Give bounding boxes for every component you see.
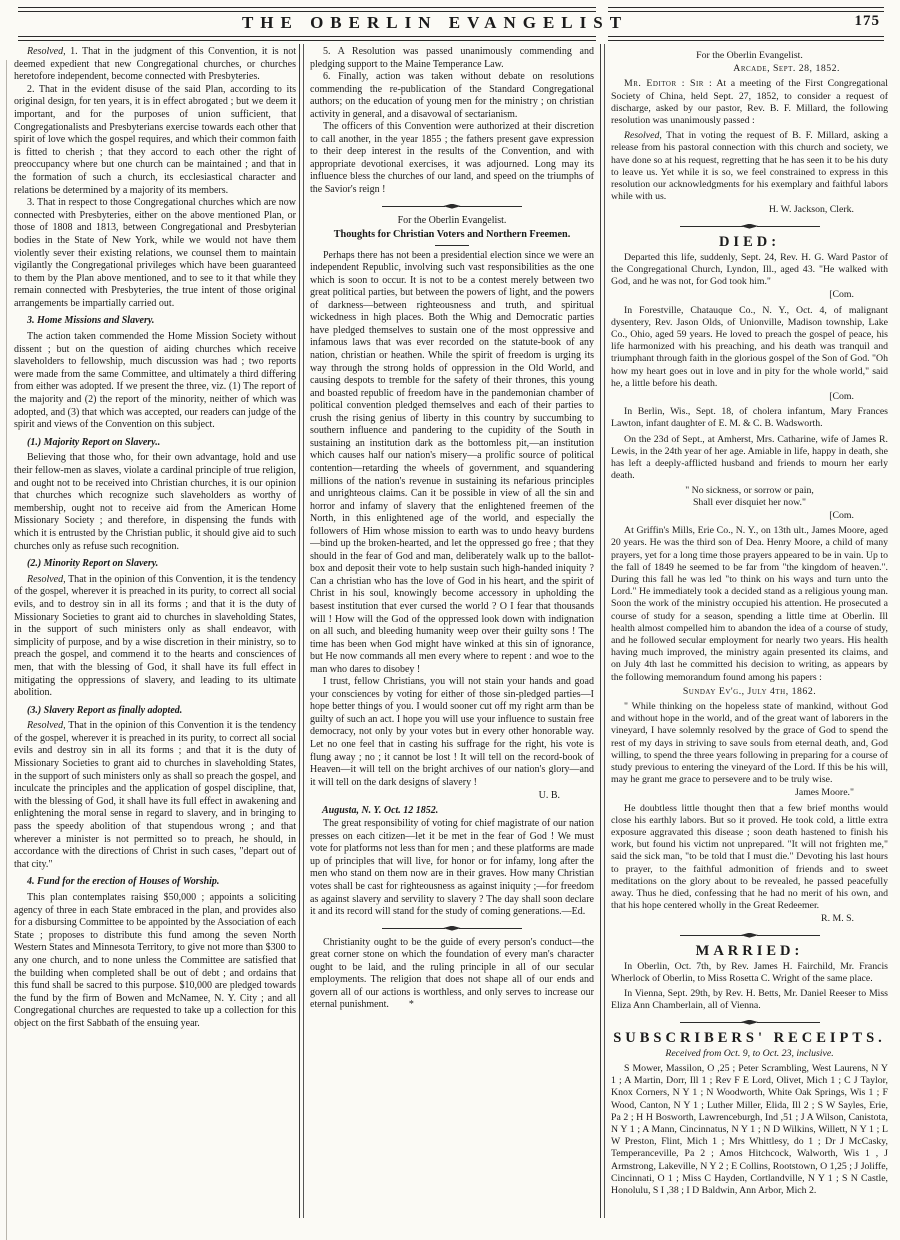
- dateline-arcade: Arcade, Sept. 28, 1852.: [733, 63, 840, 75]
- divider-rule-short: [435, 245, 469, 246]
- moore-closing-paragraph: He doubtless little thought then that a few brief months would close his earthly labors. But so it proved. He took cold, a little extra exposure aggravated this disease ; soon death hastened to finish his work, but found his victim not unprepared. "It will not frighten me," said the sick man, "to be told that I must die." Devoting his last hours to prayer, to the faithful admonition of friends and to sweet meditations on the glory about to be revealed, he passed peacefully away. Thus he died, confessing that he had no merit of his own, and that his hope centered wholly in the Great Redeemer.: [611, 802, 888, 912]
- signature-jackson: H. W. Jackson, Clerk.: [768, 204, 854, 216]
- resolution-2: 2. That in the evident disuse of the said Plan, according to its original design, for ten years, it is in effect abrogated ; but we deem it important, and for the purposes of union sufficient, that Congregationalists and Presbyterians exercise towards each other that spirit of love which the gospel requires, and which their common faith is fitted to cherish ; that they accord to each other the right of preoccupancy where but one church can be maintained ; and that in the formation of such a church, its ecclesiastical character and relations be determined by a majority of its members.: [14, 83, 296, 196]
- resolution-1: [14, 46, 296, 84]
- divider-rule: [680, 933, 820, 938]
- paragraph-text: At a meeting of the First Congregational Society of China, held Sept. 27, 1852, to consider a request of discharge, asked by our pastor, Rev. B. F. Millard, the following resolution was unanimously passed :: [611, 78, 888, 127]
- majority-report-paragraph: Believing that those who, for their own advantage, hold and use their fellow-men as slaves, violate a cardinal principle of true religion, and ought not to be received into Christian churches, it is our opinion that churches which recognize such slaveholders as worthy of membership, ought not to receive aid from the American Home Missionary Society ; and therefore, in dispensing the funds with which it is entrusted by the Christian public, it should give aid to such churches only as refuse such recognition.: [14, 452, 296, 552]
- diamond-ornament: [741, 933, 759, 938]
- paragraph-lead: Resolved,: [624, 130, 662, 142]
- rule-line: [757, 226, 820, 227]
- marriage-reeser-chamberlain: In Vienna, Sept. 29th, by Rev. H. Betts, Mr. Daniel Reeser to Miss Eliza Ann Chamberlain, all of Vienna.: [611, 988, 888, 1012]
- heading-home-missions: 3. Home Missions and Slavery.: [27, 315, 155, 327]
- byline-oberlin-evangelist: For the Oberlin Evangelist.: [696, 50, 803, 61]
- moore-memorandum: " While thinking on the hopeless state of mankind, without God and without hope in the world, and of the great want of laborers in the vineyard, I have solemnly resolved by the grace of God to spend the rest of my days in striving to save souls from eternal death, and, God willing, to spend the three years following in preparing for a course of study previous to entering the vineyard of the Lord. If this be his will, may he grant me grace to persevere and to be truly wise.: [611, 700, 888, 786]
- obituary-moore: At Griffin's Mills, Erie Co., N. Y., on 13th ult., James Moore, aged 20 years. He was the third son of Dea. Henry Moore, a child of many prayers, yet for a long time those prayers appeared to be in vain. Up to the fall of 1849 he seemed to be far from "the kingdom of heaven.". During this fall he was led "to think on his ways and turn unto the Lord." He immediately took a decided stand as a religious young man. Soon the work of the ministry occupied his attention. He prosecuted a course of study for a season, spending a little time at Oberlin. Ill health almost compelled him to abandon the idea of a course of study, and he followed secular employment for nearly two years. His health having much improved, the ministry again presented its claims, and on July 4th last he committed his decision to writing, as appears by the following memorandum found among his papers :: [611, 525, 888, 683]
- minority-report-paragraph: [14, 574, 296, 700]
- millard-resolution-paragraph: [611, 130, 888, 203]
- resolution-3: 3. That in respect to those Congregational churches which are now connected with Presbyteries, either on the above mentioned Plan, or those of 1808 and 1813, between Congregational and Presbyterian bodies in the State of New York, while we would not have them violently sever their existing relations, we counsel them to maintain vigilantly the Congregational privileges which have been guaranteed to them by the Plan above mentioned, and to see to it that while they remain connected with Presbyteries, the true intent of those original arrangements be impartially carried out.: [14, 197, 296, 309]
- verse-line: " No sickness, or sorrow or pain,: [685, 484, 814, 496]
- column-1: [14, 46, 296, 1222]
- rule-line: [382, 928, 445, 929]
- heading-fund-houses-worship: 4. Fund for the erection of Houses of Worship.: [27, 876, 220, 888]
- signature-rms: R. M. S.: [821, 913, 854, 925]
- verse-line: Shall ever disquiet her now.": [692, 496, 806, 508]
- christianity-paragraph: Christianity ought to be the guide of every person's conduct—the great corner stone on which the foundation of every man's character ought to be laid, and the ruling principle in all of our secular employments. The religion that does not shape all of our ends and govern all of our actions is worthless, and only serves to increase our eternal punishment. *: [310, 936, 594, 1011]
- section-title-died: DIED:: [718, 233, 781, 250]
- column-divider-2: [600, 44, 605, 1218]
- diamond-ornament: [443, 204, 461, 209]
- divider-rule: [382, 204, 522, 209]
- receipts-date-range: Received from Oct. 9, to Oct. 23, inclusive.: [665, 1047, 834, 1059]
- divider-rule: [680, 1020, 820, 1025]
- final-report-paragraph: [14, 720, 296, 871]
- diamond-ornament: [741, 224, 759, 229]
- diamond-ornament: [741, 1020, 759, 1025]
- signature-ub: U. B.: [538, 790, 560, 802]
- rule-line: [680, 935, 743, 936]
- page-number: 175: [854, 13, 880, 29]
- paragraph-lead: Resolved,: [27, 573, 66, 585]
- fund-paragraph: This plan contemplates raising $50,000 ; appoints a soliciting agency of three in each State embraced in the plan, and provides also for a disbursing Committee to be appointed by the Association of each State ; proposes to distribute this fund among the seven North Western States and Minnesota Territory, to give not more than $300 to any one church, and to none unless the Committee are satisfied that the building when completed shall be out of debt ; and ordains that this fund shall be sacred to this purpose. $10,000 are pledged towards the fund by the firm of Bowen and McNamee, N. Y. City ; and all Congregational churches are requested to take up a collection for this object on the first Sabbath of the ensuing year.: [14, 892, 296, 1029]
- divider-rule: [382, 926, 522, 931]
- section-title-married: MARRIED:: [695, 942, 804, 959]
- receipts-list: S Mower, Massilon, O ,25 ; Peter Scrambling, West Laurens, N Y 1 ; A Martin, Dorr, Ill 1 ; Rev F E Lord, Olivet, Mich 1 ; C J Taylor, Knox Corners, N Y 1 ; N Woodworth, White Oak Springs, Wis 1 ; F Wood, Canton, N Y 1 ; Luther Miller, Elida, Ill 2 ; S W Sayles, Erie, Pa 2 ; H H Bosworth, Lawrenceburgh, Ind ,51 ; J A Wilson, Canistota, N Y 1 ; A Mann, Cincinnatus, N Y 1 ; N D Wilkins, Willett, N Y 1 ; L W Preston, Flint, Mich 1 ; Mrs Whittlesy, do 1 ; Dr J McCasky, Temperanceville, Pa 2 ; Amos Hitchcock, Walworth, Wis 1 , J Armstrong, Lakeville, N Y 2 ; E Collins, Rootstown, O 1,25 ; J Joliffe, Cincinnati, O 1 ; Miss C Hayden, Cortlandville, N Y 1 ; S N Castle, Honolulu, S I ,38 ; I D Baldwin, Ann Arbor, Mich 2.: [611, 1063, 888, 1197]
- obituary-lawton: In Berlin, Wis., Sept. 18, of cholera infantum, Mary Frances Lawton, infant daughter of E. M. & C. B. Wadsworth.: [611, 406, 888, 430]
- rule-line: [680, 1022, 743, 1023]
- resolution-6: 6. Finally, action was taken without debate on resolutions commending the re-publication of the Standard Congregational authors; on the education of young men for the ministry ; on christian activity in general, and a disavowal of sectarianism.: [310, 71, 594, 120]
- home-missions-paragraph: The action taken commended the Home Mission Society without dissent ; but on the question of aiding churches which receive slaveholders to fellowship, much discussion was had ; two reports were made from the same Committee, and ultimately a third differing from either was adopted. If we present the three, viz. (1) The report of the majority and (2) the report of the minority, neither of which was adopted, and (3) that which was accepted, our readers can judge of the spirit and views of the Convention on this subject.: [14, 331, 296, 431]
- rule-line: [382, 206, 445, 207]
- obituary-olds: In Forestville, Chatauque Co., N. Y., Oct. 4, of malignant dysentery, Rev. Jason Olds, of Unionville, Madison township, Lake Co., Ohio, aged 59 years. He loved to preach the gospel of peace, his life harmonized with his preaching, and his death was tranquil and triumphant through faith in the glorious gospel of the Son of God. "Oh how my heart goes out in love and in pity for the whole world," said he, a little before his death.: [611, 304, 888, 389]
- paragraph-lead: Resolved,: [27, 720, 66, 732]
- paragraph-text: That in the opinion of this Convention it is the tendency of the gospel, wherever it is preached in its purity, to correct all social evils and destroy sin in all its forms ; and that it is the duty of Missionary Societies to grant aid to churches in slaveholding States, in the support of such ministers only as shall so preach the gospel, and inculcate the principles and the application of gospel discipline, that, with the blessing of God, it shall have its full effect in awakening and enlightening the moral sense in regard to slavery, and in bringing to pass the speedy abolition of that stupendous wrong ; and that wherever a minister is not permitted so to preach, he should, in accordance with the directions of Christ in such cases, "depart out of that city.": [14, 720, 296, 870]
- rule-line: [757, 935, 820, 936]
- header-rule-top-left: [18, 7, 596, 12]
- resolution-5: 5. A Resolution was passed unanimously commending and pledging support to the Maine Temperance Law.: [310, 46, 594, 70]
- dateline-augusta: Augusta, N. Y. Oct. 12 1852.: [322, 804, 439, 816]
- paragraph-lead: Resolved,: [27, 46, 66, 57]
- heading-final-report: (3.) Slavery Report as finally adopted.: [27, 704, 183, 716]
- rule-line: [459, 928, 522, 929]
- rule-line: [459, 206, 522, 207]
- header-rule-top-right: [608, 7, 884, 12]
- paragraph-text: That in the opinion of this Convention, it is the tendency of the gospel, wherever it is preached in its purity, to correct all social evils, and to destroy sin in all its forms ; and that it is the duty of Missionary Societies to grant aid to churches in slaveholding States, in the support of such ministers only as shall endeavor, with simplicity of purpose, and by a wise discretion in their ministry, so to preach the gospel, and commend it to the hearts and consciences of men, that with the blessing of God, it shall have its full effect in mitigating the oppressions of slavery, and leading to its ultimate abolition.: [14, 573, 296, 699]
- column-divider-1: [299, 44, 304, 1218]
- memorial-verse: [611, 485, 888, 509]
- com-attribution: [Com.: [829, 289, 854, 301]
- section-title-subscribers-receipts: SUBSCRIBERS' RECEIPTS.: [613, 1029, 886, 1046]
- com-attribution: [Com.: [829, 509, 854, 521]
- column-2: [310, 46, 594, 1222]
- convention-close-paragraph: The officers of this Convention were authorized at their discretion to call another, in the year 1855 ; the fathers present gave expression to their deep interest in the results of the Convention, and with appropriate devotional exercises, it was adjourned. Long may its influence bless the churches of our land, and speed on the triumphs of the Savior's reign !: [310, 121, 594, 196]
- heading-majority-report: (1.) Majority Report on Slavery..: [27, 436, 161, 448]
- thoughts-paragraph-2: I trust, fellow Christians, you will not stain your hands and goad your consciences by voting for either of those sin-pledged parties—I hope better things of you. I would sooner cut off my right arm than be guilty of such an act. I hope you will use your influence to sustain free democracy, not only by your votes but in every other honorable way. Let no one feel that in casting his suffrage for the right, his vote is flung away ; no ; it cannot be lost ! It will tell on the record-book of Heaven—it will tell on the bright archives of our nation's glory—and it will tell on the dark designs of slavery !: [310, 676, 594, 788]
- page-edge-line: [6, 60, 7, 1240]
- com-attribution: [Com.: [829, 391, 854, 403]
- article-title-thoughts: Thoughts for Christian Voters and Northern Freemen.: [333, 229, 571, 241]
- editor-letter-paragraph: [611, 78, 888, 127]
- column-3: [611, 46, 888, 1222]
- byline-oberlin-evangelist: For the Oberlin Evangelist.: [397, 214, 507, 226]
- rule-line: [680, 226, 743, 227]
- paragraph-text: 1. That in the judgment of this Convention, it is not deemed expedient that new Congregational churches, or churches heretofore independent, become connected with Presbyteries.: [14, 46, 296, 83]
- header-rule-bottom-left: [18, 36, 596, 41]
- rule-line: [757, 1022, 820, 1023]
- obituary-ward: Departed this life, suddenly, Sept. 24, Rev. H. G. Ward Pastor of the Congregational Church, Lyndon, Ill., aged 43. "He walked with God, and he was not, for God took him.": [611, 251, 888, 288]
- marriage-wherlock-wright: In Oberlin, Oct. 7th, by Rev. James H. Fairchild, Mr. Francis Wherlock of Oberlin, to Miss Rosetta C. Wright of the same place.: [611, 960, 888, 985]
- paragraph-text: That in voting the request of B. F. Millard, asking a release from his pastoral connection with this church and society, we have done so at his request, regretting that he has seen it to be his duty to leave us. Yet while it is so, we feel constrained to express in this resolution our acknowledgments for his exemplary and faithful labors while with us.: [611, 130, 888, 203]
- masthead-title: THE OBERLIN EVANGELIST: [241, 13, 629, 32]
- dateline-sunday-evg: Sunday Ev'g., July 4th, 1862.: [682, 685, 817, 697]
- heading-minority-report: (2.) Minority Report on Slavery.: [27, 558, 159, 570]
- signature-moore: James Moore.": [795, 787, 854, 799]
- obituary-catharine: On the 23d of Sept., at Amherst, Mrs. Catharine, wife of James R. Lewis, in the 24th year of her age. Amiable in life, happy in death, she has left a deeply-afflicted husband and friends to mourn her early death.: [611, 433, 888, 482]
- paragraph-lead: Mr. Editor : Sir :: [624, 78, 713, 90]
- header-rule-bottom-right: [608, 36, 884, 41]
- diamond-ornament: [443, 926, 461, 931]
- divider-rule: [680, 224, 820, 229]
- thoughts-paragraph-1: Perhaps there has not been a presidential election since we were an independent Republic, involving such vast responsibilities as the one which is soon to occur. It is not to be a contest merely between two great political parties, but between the powers of light, and the powers of darkness—between righteousness and truth, and spiritual wickedness in high places. Both the Whig and Democratic parties have pledged themselves to sustain one of the most oppressive and infamous laws that was ever recorded on the statute-book of any nation, christian or heathen. While the spirit of freedom is urging its way through the strong holds of oppression in the Old World, and causing despots to tremble for the safety of their thrones, this young and boasted republic of freedom have in the pandemonian chamber of political convention pledged themselves and each of their parties to crush the rising genius of liberty in this country by succumbing to southern influence and pandering to the cupidity of the South in sustaining an institution dark as the bottomless pit,—an institution which causes half our nation's misery—a prolific source of political contention—retarding the wheels of government, and squandering millions of the nation's revenue in sustaining its nefarious principles and unrighteous claims. Can it be possible in view of all the sin and horror and infamy of slavery that the enlightened freemen of the North, in this enlightened age of the world, and especially the followers of Him whose mission to earth was to undo heavy burdens—bind up the broken-hearted, and let the oppressed go free ; that they should in the fear of God and man, deliberately walk up to the ballot-box and deposit their vote to help sustain such high-handed iniquity ? Can a christian who has the love of God in his heart, and the spirit of Christ in his soul, knowingly become accessory in upholding the basest institution that ever cursed the world ? O I fear that thousands will ! How will the God of the oppressed look down with indignation on all such, and bleeding humanity weep over their guilty sons ! The time has been when God might have winked at this sin of ignorance, but He now commands all men every where to repent : and woe to the man who dares to disobey !: [310, 249, 594, 675]
- editor-note-paragraph: The great responsibility of voting for chief magistrate of our nation presses on each citizen—let it be met in the fear of God ! We must vote for platforms not less than for men ; and these platforms are made up of principles that will live, for honor or for infamy, long after the men who stand on them now are in their graves. How many Christian votes shall be cast for righteousness as against iniquity ;—for freedom as against slavery and servility to slavery ? The day shall soon declare it and its record will stand for the study of coming generations.—Ed.: [310, 818, 594, 918]
